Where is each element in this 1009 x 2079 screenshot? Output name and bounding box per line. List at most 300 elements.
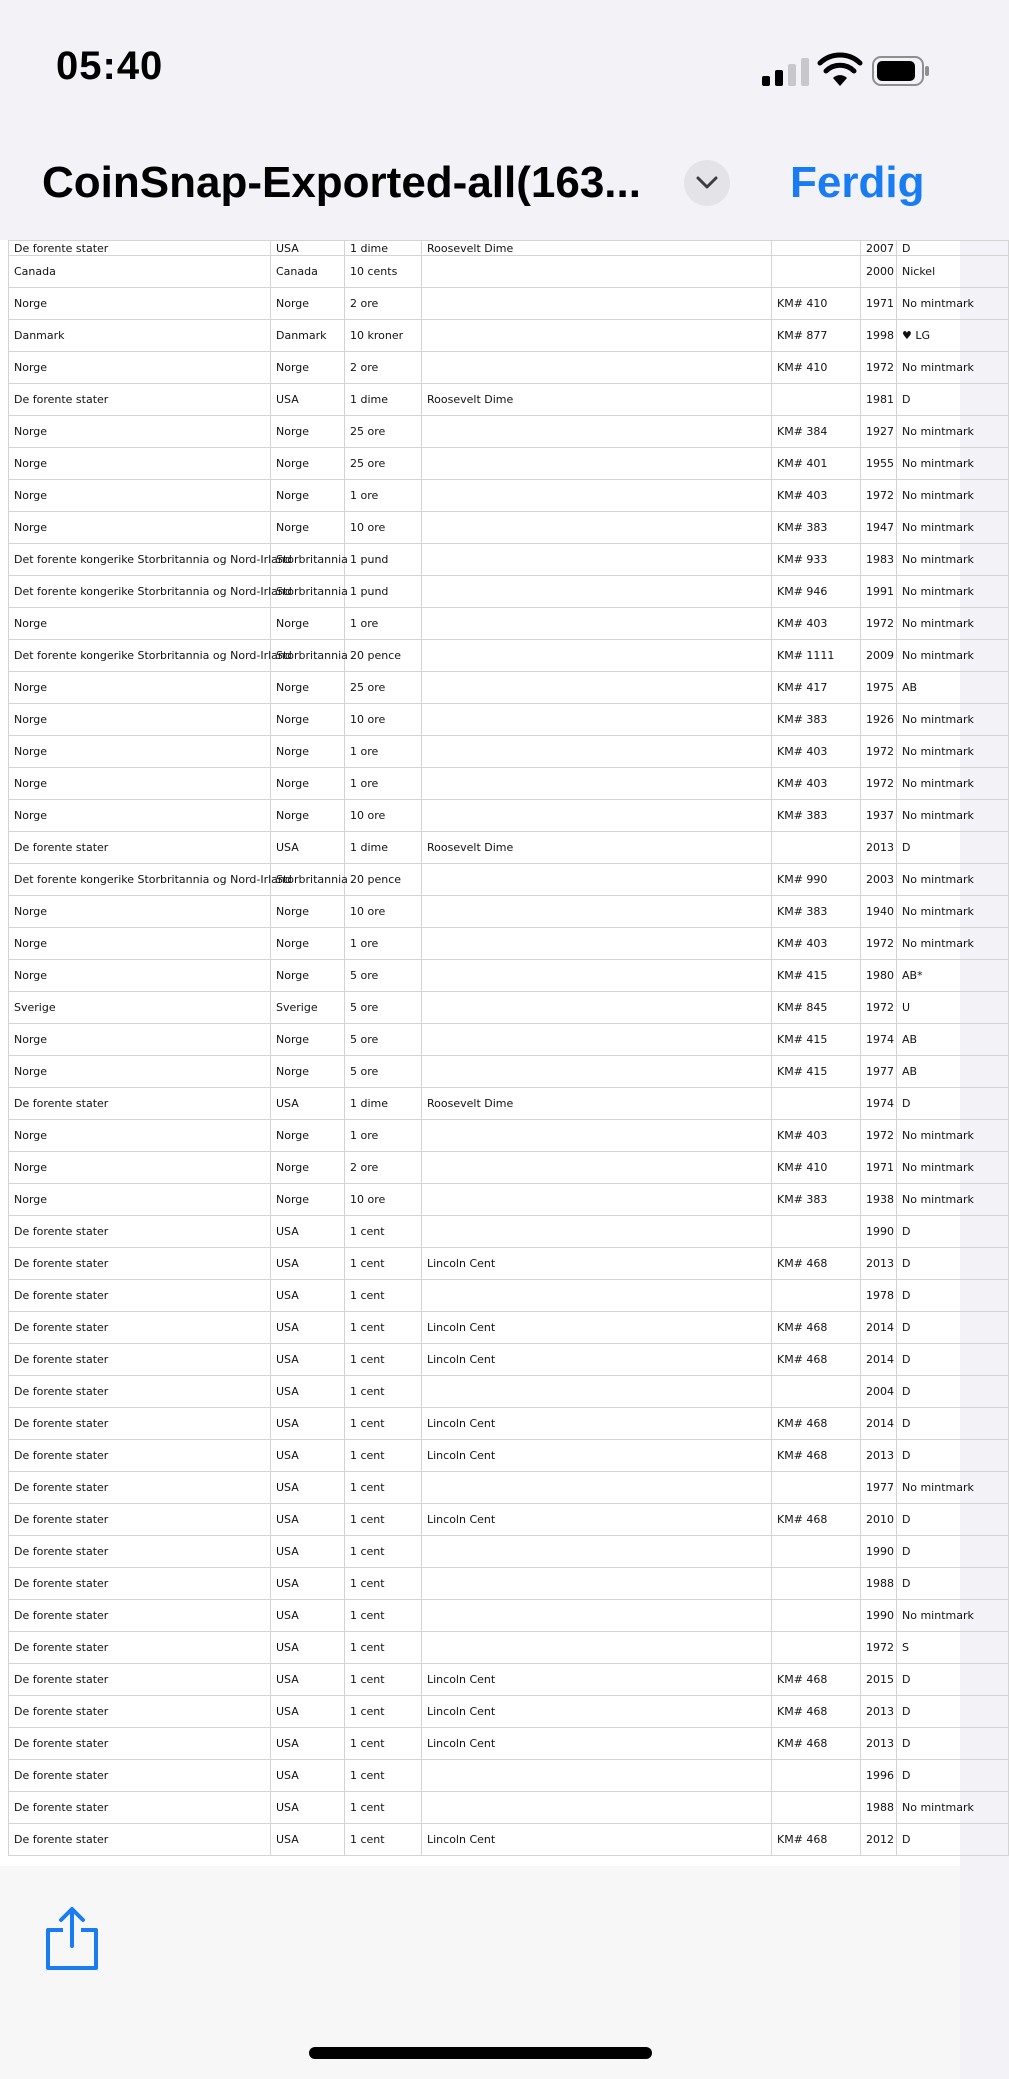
cell-mintmark: D [897,1088,1009,1120]
cell-km-number: KM# 845 [772,992,861,1024]
table-row [9,1280,1009,1312]
cell-mintmark: D [897,1216,1009,1248]
cell-km-number [772,241,861,256]
cell-series: Roosevelt Dime [422,832,772,864]
cell-country-short: USA [271,1792,345,1824]
status-time: 05:40 [56,44,164,88]
cell-country-short: USA [271,1568,345,1600]
cell-country-short: Storbritannia [271,640,345,672]
table-row [9,1696,1009,1728]
table-row [9,320,1009,352]
cell-country-short: USA [271,1216,345,1248]
cell-mintmark: AB [897,1056,1009,1088]
cell-series: Lincoln Cent [422,1312,772,1344]
cell-country: Sverige [9,992,271,1024]
table-row [9,1344,1009,1376]
cell-year: 1937 [861,800,897,832]
cell-series [422,992,772,1024]
cell-mintmark: D [897,1312,1009,1344]
cell-country: De forente stater [9,1568,271,1600]
cell-year: 1974 [861,1024,897,1056]
cell-km-number [772,832,861,864]
cell-km-number: KM# 468 [772,1824,861,1856]
cell-mintmark: No mintmark [897,480,1009,512]
cell-km-number [772,1600,861,1632]
cell-series [422,1760,772,1792]
table-row [9,832,1009,864]
cell-km-number: KM# 384 [772,416,861,448]
cell-country-short: USA [271,1280,345,1312]
table-row [9,1440,1009,1472]
cell-km-number: KM# 468 [772,1696,861,1728]
cell-mintmark: No mintmark [897,800,1009,832]
cell-denomination: 5 ore [345,992,422,1024]
cell-series [422,1536,772,1568]
chevron-down-icon [696,176,718,190]
cell-year: 1991 [861,576,897,608]
cell-mintmark: S [897,1632,1009,1664]
cell-km-number [772,1280,861,1312]
table-row [9,704,1009,736]
cell-series [422,448,772,480]
cell-year: 2003 [861,864,897,896]
cell-country: Norge [9,960,271,992]
cell-country-short: USA [271,1440,345,1472]
cell-km-number: KM# 401 [772,448,861,480]
cell-country-short: USA [271,1824,345,1856]
bottom-toolbar [0,1866,960,2079]
cell-denomination: 1 cent [345,1216,422,1248]
cell-denomination: 20 pence [345,864,422,896]
cell-series [422,1184,772,1216]
cell-mintmark: D [897,1728,1009,1760]
cell-km-number: KM# 417 [772,672,861,704]
spreadsheet-preview[interactable] [0,240,974,1868]
cell-year: 1972 [861,768,897,800]
cell-year: 2007 [861,241,897,256]
cell-mintmark: No mintmark [897,352,1009,384]
cell-denomination: 5 ore [345,960,422,992]
cell-mintmark: No mintmark [897,768,1009,800]
cell-country: Norge [9,800,271,832]
table-row-partial [9,241,1009,256]
cell-denomination: 1 cent [345,1632,422,1664]
cell-denomination: 1 ore [345,608,422,640]
cell-country-short: Norge [271,800,345,832]
cell-mintmark: D [897,1824,1009,1856]
table-row [9,544,1009,576]
table-row [9,1504,1009,1536]
cell-country: De forente stater [9,1632,271,1664]
cell-series [422,1376,772,1408]
cell-year: 1971 [861,1152,897,1184]
cell-mintmark: No mintmark [897,1152,1009,1184]
cell-km-number: KM# 468 [772,1728,861,1760]
cell-year: 2012 [861,1824,897,1856]
cell-country-short: USA [271,1088,345,1120]
cell-denomination: 10 cents [345,256,422,288]
cell-series [422,1056,772,1088]
cell-denomination: 1 cent [345,1664,422,1696]
cell-mintmark: AB [897,1024,1009,1056]
cell-year: 1972 [861,928,897,960]
cell-country-short: Norge [271,736,345,768]
cell-country: Norge [9,1152,271,1184]
cell-km-number: KM# 415 [772,960,861,992]
cell-country-short: Danmark [271,320,345,352]
cell-country-short: Norge [271,608,345,640]
cell-mintmark: No mintmark [897,640,1009,672]
cell-country: Norge [9,896,271,928]
table-row [9,1664,1009,1696]
cell-denomination: 1 cent [345,1248,422,1280]
cell-denomination: 1 ore [345,928,422,960]
cell-mintmark: No mintmark [897,1472,1009,1504]
cell-denomination: 1 cent [345,1696,422,1728]
cell-country: Det forente kongerike Storbritannia og Nord-Irland [9,576,271,608]
document-title: CoinSnap-Exported-all(163... [42,158,641,207]
cell-denomination: 1 cent [345,1440,422,1472]
cell-denomination: 1 cent [345,1280,422,1312]
cell-country-short: Norge [271,768,345,800]
cell-denomination: 1 cent [345,1472,422,1504]
cell-km-number [772,1632,861,1664]
table-row [9,1600,1009,1632]
cell-year: 1972 [861,352,897,384]
cell-series [422,1792,772,1824]
cell-year: 1988 [861,1792,897,1824]
cell-km-number: KM# 383 [772,512,861,544]
cell-km-number: KM# 990 [772,864,861,896]
table-row [9,1472,1009,1504]
cell-series [422,1280,772,1312]
cell-series [422,1216,772,1248]
cell-country: Norge [9,736,271,768]
cell-country: De forente stater [9,1216,271,1248]
cell-denomination: 10 kroner [345,320,422,352]
cell-mintmark: AB [897,672,1009,704]
table-row [9,1408,1009,1440]
cell-km-number: KM# 410 [772,1152,861,1184]
cell-km-number [772,1760,861,1792]
table-row [9,1152,1009,1184]
cell-series: Lincoln Cent [422,1504,772,1536]
cell-country-short: Norge [271,1056,345,1088]
cell-country: Norge [9,1184,271,1216]
cell-mintmark: D [897,1440,1009,1472]
cell-country: De forente stater [9,1760,271,1792]
cell-country: Norge [9,704,271,736]
cell-km-number [772,1088,861,1120]
cell-denomination: 1 cent [345,1408,422,1440]
cell-country: De forente stater [9,1472,271,1504]
cell-year: 1977 [861,1056,897,1088]
cell-mintmark: No mintmark [897,1600,1009,1632]
cell-country-short: USA [271,1312,345,1344]
cell-country: Norge [9,416,271,448]
table-row [9,1024,1009,1056]
coin-table [8,240,1009,1856]
table-row [9,864,1009,896]
cell-country-short: USA [271,1760,345,1792]
cell-country-short: USA [271,241,345,256]
cell-country-short: USA [271,1376,345,1408]
cell-country: Norge [9,672,271,704]
cell-country: Norge [9,480,271,512]
cell-year: 2004 [861,1376,897,1408]
cell-denomination: 1 pund [345,576,422,608]
cell-mintmark: D [897,384,1009,416]
cell-series: Lincoln Cent [422,1728,772,1760]
cell-country-short: USA [271,1728,345,1760]
cell-mintmark: No mintmark [897,288,1009,320]
cell-year: 1972 [861,992,897,1024]
cell-mintmark: No mintmark [897,896,1009,928]
cell-year: 1977 [861,1472,897,1504]
cell-series [422,416,772,448]
cell-denomination: 2 ore [345,288,422,320]
cell-country: Norge [9,1056,271,1088]
cell-year: 1981 [861,384,897,416]
cell-country: De forente stater [9,1344,271,1376]
cell-country: Det forente kongerike Storbritannia og Nord-Irland [9,640,271,672]
table-row [9,672,1009,704]
cell-country: De forente stater [9,1248,271,1280]
cell-denomination: 1 cent [345,1728,422,1760]
cell-denomination: 2 ore [345,1152,422,1184]
cell-series [422,672,772,704]
cell-country-short: USA [271,1504,345,1536]
table-row [9,992,1009,1024]
table-row [9,352,1009,384]
cell-mintmark: D [897,1344,1009,1376]
cell-country: De forente stater [9,1504,271,1536]
cell-km-number: KM# 468 [772,1664,861,1696]
cell-year: 2014 [861,1408,897,1440]
cell-year: 1972 [861,736,897,768]
table-row [9,1216,1009,1248]
table-row [9,1184,1009,1216]
cell-series: Lincoln Cent [422,1440,772,1472]
cell-country-short: Norge [271,288,345,320]
table-row [9,928,1009,960]
cell-country-short: Canada [271,256,345,288]
cell-mintmark: No mintmark [897,512,1009,544]
cell-denomination: 1 cent [345,1792,422,1824]
cell-country: Norge [9,608,271,640]
table-row [9,1536,1009,1568]
cell-mintmark: D [897,1504,1009,1536]
table-row [9,640,1009,672]
cell-country: De forente stater [9,1728,271,1760]
cell-mintmark: No mintmark [897,704,1009,736]
cell-mintmark: D [897,1536,1009,1568]
cell-year: 1927 [861,416,897,448]
cell-series: Lincoln Cent [422,1248,772,1280]
cell-year: 2009 [861,640,897,672]
cell-year: 1947 [861,512,897,544]
cell-km-number: KM# 410 [772,352,861,384]
cell-denomination: 25 ore [345,416,422,448]
table-row [9,960,1009,992]
cell-mintmark: ♥ LG [897,320,1009,352]
cell-denomination: 1 cent [345,1600,422,1632]
cell-country: De forente stater [9,1792,271,1824]
cell-year: 2000 [861,256,897,288]
cell-km-number [772,1216,861,1248]
cell-series [422,1600,772,1632]
cell-country-short: Norge [271,416,345,448]
cell-km-number: KM# 468 [772,1504,861,1536]
cell-country: De forente stater [9,1408,271,1440]
table-row [9,1088,1009,1120]
cell-series [422,1024,772,1056]
cell-year: 2013 [861,1696,897,1728]
cell-km-number [772,1472,861,1504]
table-row [9,384,1009,416]
cell-country: De forente stater [9,1312,271,1344]
cell-mintmark: D [897,1568,1009,1600]
document-header [0,140,960,240]
cell-country: Norge [9,928,271,960]
cell-km-number: KM# 468 [772,1312,861,1344]
cell-mintmark: No mintmark [897,928,1009,960]
cell-series [422,960,772,992]
cell-series [422,896,772,928]
cell-km-number: KM# 403 [772,480,861,512]
cell-mintmark: U [897,992,1009,1024]
cell-country-short: Storbritannia [271,544,345,576]
cell-year: 2013 [861,832,897,864]
cell-year: 1980 [861,960,897,992]
cell-year: 1996 [861,1760,897,1792]
table-row [9,1120,1009,1152]
cell-mintmark: No mintmark [897,448,1009,480]
cell-mintmark: No mintmark [897,608,1009,640]
table-row [9,480,1009,512]
cell-denomination: 10 ore [345,1184,422,1216]
cell-country-short: Norge [271,672,345,704]
share-icon[interactable] [44,1906,100,1972]
cell-km-number: KM# 403 [772,768,861,800]
table-row [9,896,1009,928]
cell-km-number: KM# 877 [772,320,861,352]
cell-year: 2013 [861,1728,897,1760]
cell-km-number: KM# 403 [772,608,861,640]
cell-year: 1926 [861,704,897,736]
cell-year: 1972 [861,1120,897,1152]
cell-country: De forente stater [9,1088,271,1120]
cell-year: 2010 [861,1504,897,1536]
cell-series: Lincoln Cent [422,1664,772,1696]
cell-series: Roosevelt Dime [422,241,772,256]
cell-country-short: Norge [271,960,345,992]
cell-denomination: 1 ore [345,1120,422,1152]
cell-denomination: 1 cent [345,1760,422,1792]
cell-km-number: KM# 415 [772,1056,861,1088]
cell-country: De forente stater [9,1664,271,1696]
cell-km-number: KM# 410 [772,288,861,320]
cell-country: De forente stater [9,1600,271,1632]
cell-country-short: USA [271,1344,345,1376]
cell-country-short: Sverige [271,992,345,1024]
cell-denomination: 1 cent [345,1344,422,1376]
table-row [9,416,1009,448]
cell-denomination: 1 cent [345,1568,422,1600]
cell-year: 1972 [861,1632,897,1664]
table-row [9,1632,1009,1664]
cell-mintmark: D [897,1408,1009,1440]
wifi-icon [818,54,862,88]
cell-series [422,544,772,576]
cell-country: Det forente kongerike Storbritannia og Nord-Irland [9,544,271,576]
cell-km-number: KM# 383 [772,704,861,736]
cell-year: 1972 [861,608,897,640]
cell-denomination: 1 cent [345,1824,422,1856]
cell-country-short: Norge [271,1120,345,1152]
cell-year: 2014 [861,1344,897,1376]
cell-country-short: USA [271,1472,345,1504]
cell-mintmark: No mintmark [897,1792,1009,1824]
table-row [9,1792,1009,1824]
table-row [9,608,1009,640]
done-button[interactable]: Ferdig [790,158,925,207]
table-row [9,512,1009,544]
cell-denomination: 10 ore [345,800,422,832]
title-menu-button[interactable] [684,160,730,206]
cell-series: Lincoln Cent [422,1696,772,1728]
cell-year: 2013 [861,1440,897,1472]
cell-series [422,800,772,832]
cell-country-short: Norge [271,896,345,928]
cell-country-short: Norge [271,1152,345,1184]
cell-country-short: Norge [271,1184,345,1216]
cell-country-short: Norge [271,448,345,480]
cell-mintmark: No mintmark [897,544,1009,576]
cell-denomination: 25 ore [345,448,422,480]
cell-km-number [772,384,861,416]
cell-country-short: USA [271,384,345,416]
cell-year: 1940 [861,896,897,928]
cell-denomination: 1 cent [345,1504,422,1536]
cell-country-short: USA [271,1600,345,1632]
cell-country: Norge [9,288,271,320]
cell-country-short: Norge [271,928,345,960]
cell-denomination: 10 ore [345,512,422,544]
cell-country: De forente stater [9,1696,271,1728]
cell-km-number [772,1536,861,1568]
cell-country-short: USA [271,1248,345,1280]
cell-denomination: 1 ore [345,768,422,800]
cell-mintmark: No mintmark [897,416,1009,448]
cell-country: De forente stater [9,832,271,864]
cell-country: De forente stater [9,241,271,256]
cell-year: 1955 [861,448,897,480]
cell-km-number: KM# 383 [772,896,861,928]
cell-series [422,1120,772,1152]
home-indicator [309,2047,652,2059]
cell-country-short: Storbritannia [271,864,345,896]
cell-km-number: KM# 383 [772,800,861,832]
cell-km-number [772,1568,861,1600]
cell-series [422,1472,772,1504]
cell-country-short: USA [271,1632,345,1664]
table-row [9,736,1009,768]
cell-series: Roosevelt Dime [422,1088,772,1120]
cell-series [422,864,772,896]
cell-country-short: USA [271,832,345,864]
table-row [9,1056,1009,1088]
